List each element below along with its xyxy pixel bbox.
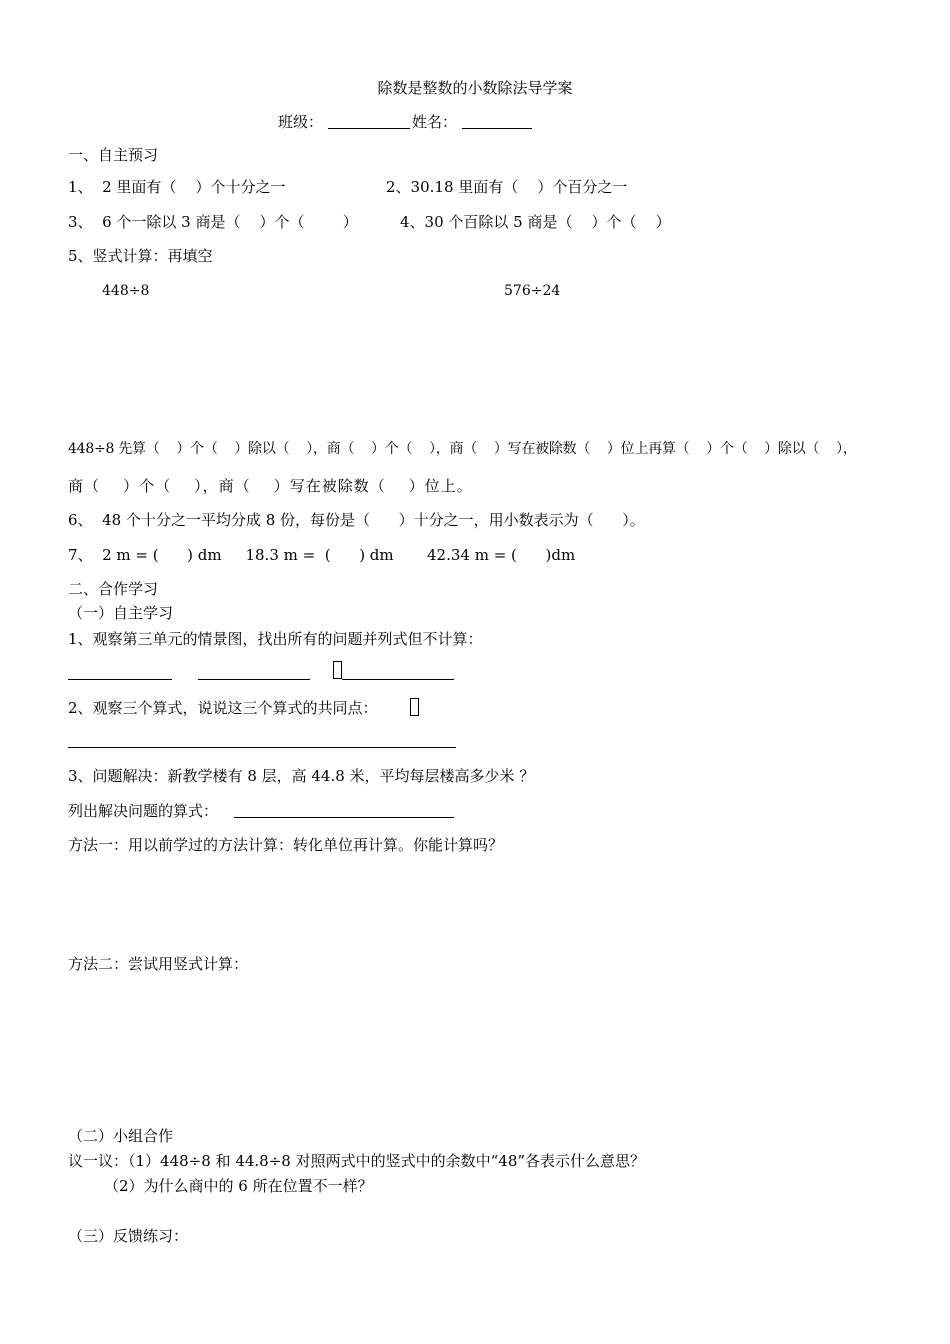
- class-field[interactable]: [328, 128, 410, 129]
- question-5: 5、竖式计算：再填空: [68, 247, 213, 265]
- subsection-3: （三）反馈练习：: [68, 1227, 189, 1245]
- answer-line-1[interactable]: [68, 679, 172, 680]
- discussion-1: 议一议：（1）448÷8 和 44.8÷8 对照两式中的竖式中的余数中“48”各表示什么意思？: [68, 1152, 646, 1170]
- section-heading-1: 一、自主预习: [68, 146, 159, 164]
- question-2: 2、30.18 里面有（ ）个百分之一: [386, 178, 628, 196]
- name-field[interactable]: [462, 128, 532, 129]
- name-label: 姓名：: [412, 113, 458, 131]
- subsection-1: （一）自主学习: [68, 604, 174, 622]
- formula-field[interactable]: [234, 817, 454, 818]
- question-4: 4、30 个百除以 5 商是（ ）个（ ）: [400, 213, 671, 231]
- calc-a: 448÷8: [102, 283, 150, 299]
- answer-line-4[interactable]: [68, 747, 456, 748]
- subsection-2: （二）小组合作: [68, 1127, 174, 1145]
- question-1: 1、 2 里面有（ ）个十分之一: [68, 178, 286, 196]
- study-question-1: 1、观察第三单元的情景图，找出所有的问题并列式但不计算：: [68, 630, 483, 648]
- class-label: 班级：: [278, 113, 324, 131]
- question-6: 6、 48 个十分之一平均分成 8 份，每份是（ ）十分之一，用小数表示为（ ）。: [68, 511, 645, 529]
- answer-line-2[interactable]: [198, 679, 310, 680]
- answer-line-3[interactable]: [342, 679, 454, 680]
- question-3: 3、 6 个一除以 3 商是（ ）个（ ）: [68, 213, 358, 231]
- method-two: 方法二：尝试用竖式计算：: [68, 955, 249, 973]
- fill-line-1: 448÷8 先算（ ）个（ ）除以（ ），商（ ）个（ ），商（ ）写在被除数（ ）位上再算（ ）个（ ）除以（ ），: [68, 441, 857, 457]
- section-heading-2: 二、合作学习: [68, 580, 159, 598]
- discussion-2: （2）为什么商中的 6 所在位置不一样？: [104, 1177, 373, 1195]
- method-one: 方法一：用以前学过的方法计算：转化单位再计算。你能计算吗？: [68, 836, 504, 854]
- study-question-3: 3、问题解决：新教学楼有 8 层，高 44.8 米，平均每层楼高多少米 ？: [68, 767, 535, 785]
- page-title: 除数是整数的小数除法导学案: [377, 79, 573, 97]
- question-7: 7、 2 m = ( ) dm 18.3 m = ( ) dm 42.34 m = ( )dm: [68, 546, 576, 564]
- placeholder-box: [333, 661, 342, 679]
- placeholder-box-2: [410, 698, 419, 716]
- formula-label: 列出解决问题的算式：: [68, 802, 219, 820]
- fill-line-2: 商（ ）个（ ），商（ ）写在被除数（ ）位上。: [68, 477, 473, 495]
- study-question-2: 2、观察三个算式，说说这三个算式的共同点：: [68, 699, 378, 717]
- calc-b: 576÷24: [504, 283, 561, 299]
